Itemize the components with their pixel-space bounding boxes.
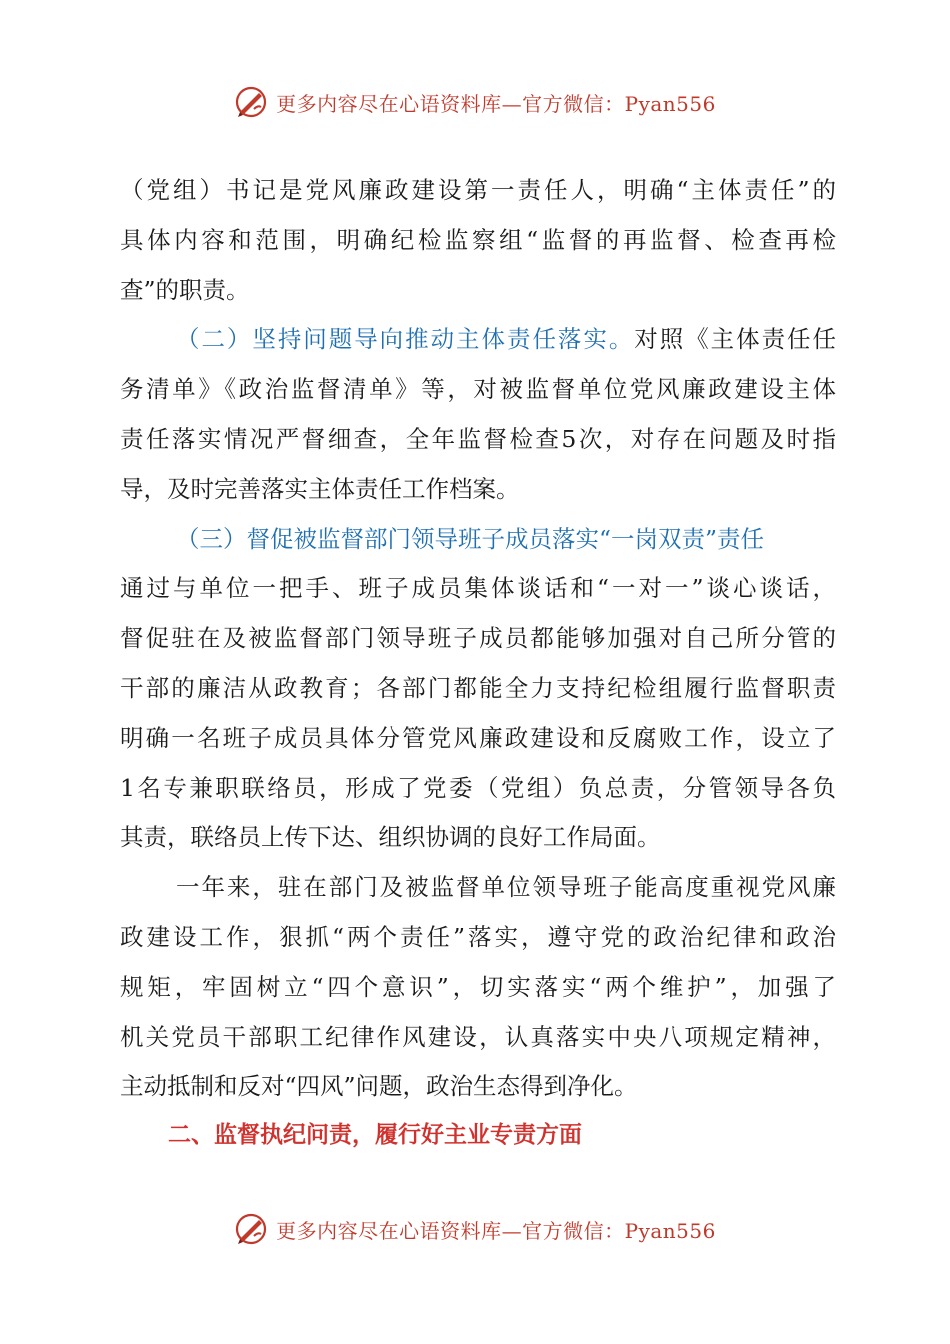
subheading-3: （三）督促被监督部门领导班子成员落实“一岗双责”责任 bbox=[176, 524, 765, 553]
body-line: 一年来，驻在部门及被监督单位领导班子能高度重视党风廉 bbox=[176, 873, 836, 902]
subheading-2: （二）坚持问题导向推动主体责任落实。 bbox=[176, 325, 635, 354]
pen-logo-icon bbox=[234, 1212, 268, 1246]
body-line: 政建设工作，狠抓“两个责任”落实，遵守党的政治纪律和政治 bbox=[120, 922, 836, 951]
watermark-text: 更多内容尽在心语资料库—官方微信：Pyan556 bbox=[276, 91, 716, 116]
body-line: 查”的职责。 bbox=[120, 275, 250, 304]
body-line: 机关党员干部职工纪律作风建设，认真落实中央八项规定精神， bbox=[120, 1022, 836, 1051]
body-line: 督促驻在及被监督部门领导班子成员都能够加强对自己所分管的 bbox=[120, 624, 836, 653]
body-text: 对照《主体责任任 bbox=[634, 325, 836, 354]
body-line: 具体内容和范围，明确纪检监察组“监督的再监督、检查再检 bbox=[120, 225, 836, 254]
body-line: 干部的廉洁从政教育；各部门都能全力支持纪检组履行监督职责 bbox=[120, 673, 836, 702]
body-line: 通过与单位一把手、班子成员集体谈话和“一对一”谈心谈话， bbox=[120, 574, 836, 603]
body-line: 1名专兼职联络员，形成了党委（党组）负总责，分管领导各负 bbox=[120, 773, 836, 802]
subheading-line-3 bbox=[120, 515, 836, 565]
body-line: 主动抵制和反对“四风”问题，政治生态得到净化。 bbox=[120, 1072, 638, 1101]
body-line: 规矩，牢固树立“四个意识”，切实落实“两个维护”，加强了 bbox=[120, 972, 836, 1001]
body-line: （党组）书记是党风廉政建设第一责任人，明确“主体责任”的 bbox=[120, 176, 836, 204]
watermark-banner-top bbox=[0, 82, 950, 122]
section-heading: 二、监督执纪问责，履行好主业专责方面 bbox=[168, 1122, 582, 1148]
body-line: 责任落实情况严督细查，全年监督检查5次，对存在问题及时指 bbox=[120, 424, 836, 453]
body-line: 导，及时完善落实主体责任工作档案。 bbox=[120, 474, 520, 503]
document-body bbox=[120, 166, 836, 1112]
body-line: 其责，联络员上传下达、组织协调的良好工作局面。 bbox=[120, 823, 661, 852]
body-line: 务清单》《政治监督清单》等，对被监督单位党风廉政建设主体 bbox=[120, 375, 836, 404]
subheading-line-2 bbox=[120, 315, 836, 365]
pen-logo-icon bbox=[234, 85, 268, 119]
watermark-banner-bottom bbox=[0, 1209, 950, 1249]
watermark-text: 更多内容尽在心语资料库—官方微信：Pyan556 bbox=[276, 1218, 716, 1243]
body-line: 明确一名班子成员具体分管党风廉政建设和反腐败工作，设立了 bbox=[120, 723, 836, 752]
